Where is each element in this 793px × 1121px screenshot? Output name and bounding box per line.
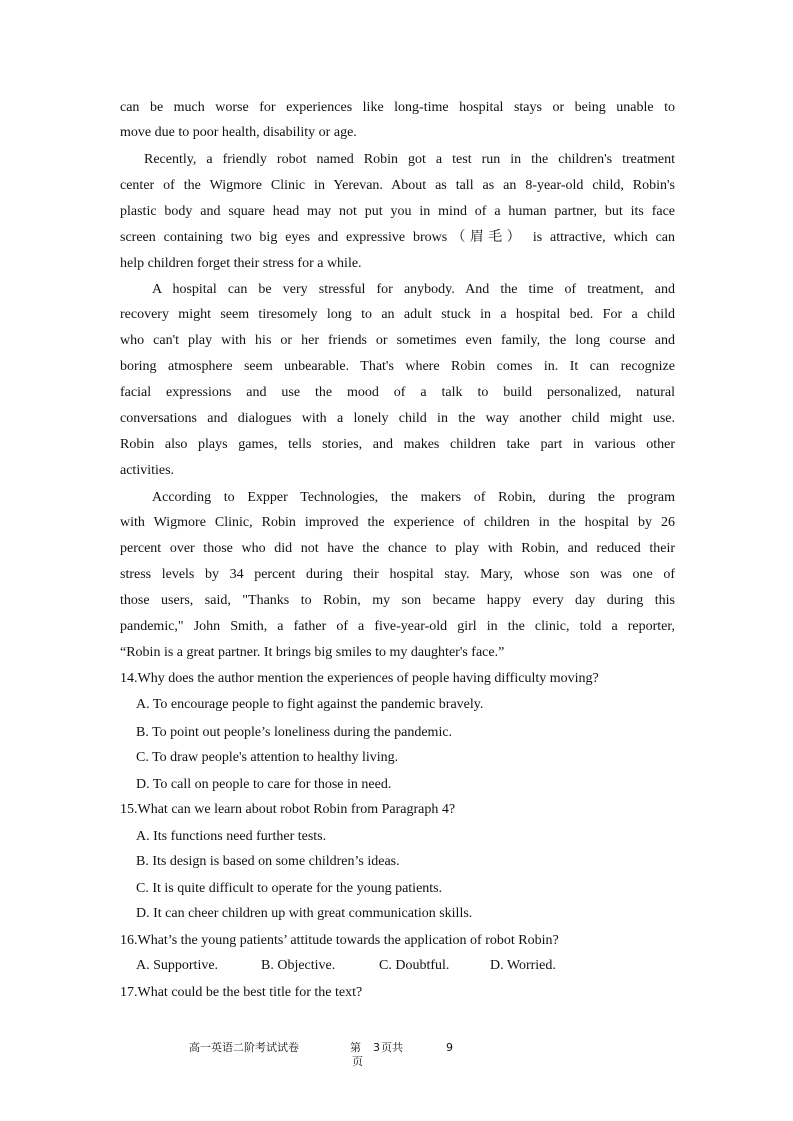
- footer-exam-title: 高一英语二阶考试试卷: [189, 1041, 299, 1054]
- question-16-option-b[interactable]: B. Objective.: [261, 958, 336, 973]
- question-16-option-a[interactable]: A. Supportive.: [136, 958, 219, 973]
- text-line: boring atmosphere seem unbearable. That's where Robin comes in. It can recognize: [120, 359, 675, 374]
- text-line: conversations and dialogues with a lonely child in the way another child might use.: [120, 411, 675, 426]
- question-15-option-a[interactable]: A. Its functions need further tests.: [136, 829, 327, 844]
- footer-page-prefix: 第: [350, 1041, 361, 1054]
- text-line: A hospital can be very stressful for anybody. And the time of treatment, and: [152, 282, 675, 297]
- text-line: plastic body and square head may not put you in mind of a human partner, but its face: [120, 204, 675, 219]
- text-line: According to Expper Technologies, the makers of Robin, during the program: [152, 490, 675, 505]
- text-line: pandemic," John Smith, a father of a five-year-old girl in the clinic, told a reporter,: [120, 619, 675, 634]
- footer-page-number: 3: [373, 1041, 380, 1054]
- text-line: center of the Wigmore Clinic in Yerevan. About as tall as an 8-year-old child, Robin's: [120, 178, 675, 193]
- question-16-options: [136, 956, 556, 976]
- text-line: activities.: [120, 463, 175, 478]
- question-14-option-d[interactable]: D. To call on people to care for those in need.: [136, 777, 392, 792]
- text-line: with Wigmore Clinic, Robin improved the experience of children in the hospital by 26: [120, 515, 675, 530]
- question-16-option-d[interactable]: D. Worried.: [490, 958, 556, 973]
- text-line: help children forget their stress for a while.: [120, 256, 362, 271]
- text-line: recovery might seem tiresomely long to an adult stuck in a hospital bed. For a child: [120, 307, 675, 322]
- text-line: stress levels by 34 percent during their hospital stay. Mary, whose son was one of: [120, 567, 675, 582]
- text-line: who can't play with his or her friends or sometimes even family, the long course and: [120, 333, 675, 348]
- footer-total-pages: 9: [446, 1041, 453, 1054]
- question-14-option-c[interactable]: C. To draw people's attention to healthy living.: [136, 750, 399, 765]
- question-14-option-b[interactable]: B. To point out people’s loneliness during the pandemic.: [136, 725, 453, 740]
- question-15-stem: 15.What can we learn about robot Robin from Paragraph 4?: [120, 802, 456, 817]
- question-14-option-a[interactable]: A. To encourage people to fight against the pandemic bravely.: [136, 697, 484, 712]
- text-line: Robin also plays games, tells stories, and makes children take part in various other: [120, 437, 675, 452]
- footer-page-mid: 页共: [381, 1041, 403, 1054]
- footer-page-suffix: 页: [352, 1055, 363, 1068]
- question-15-option-d[interactable]: D. It can cheer children up with great communication skills.: [136, 906, 473, 921]
- text-line: can be much worse for experiences like long-time hospital stays or being unable to: [120, 100, 675, 115]
- text-line: screen containing two big eyes and expressive brows（眉毛） is attractive, which can: [120, 230, 675, 245]
- text-line: “Robin is a great partner. It brings big smiles to my daughter's face.”: [120, 645, 505, 660]
- text-line: those users, said, "Thanks to Robin, my son became happy every day during this: [120, 593, 675, 608]
- text-line: Recently, a friendly robot named Robin got a test run in the children's treatment: [144, 152, 675, 167]
- question-14-stem: 14.Why does the author mention the experiences of people having difficulty moving?: [120, 671, 599, 686]
- question-15-option-b[interactable]: B. Its design is based on some children’s ideas.: [136, 854, 400, 869]
- text-line: percent over those who did not have the chance to play with Robin, and reduced their: [120, 541, 675, 556]
- question-16-stem: 16.What’s the young patients’ attitude towards the application of robot Robin?: [120, 933, 559, 948]
- text-line: facial expressions and use the mood of a talk to build personalized, natural: [120, 385, 675, 400]
- question-17-stem: 17.What could be the best title for the text?: [120, 985, 363, 1000]
- question-16-option-c[interactable]: C. Doubtful.: [379, 958, 450, 973]
- text-line: move due to poor health, disability or age.: [120, 125, 357, 140]
- question-15-option-c[interactable]: C. It is quite difficult to operate for the young patients.: [136, 881, 443, 896]
